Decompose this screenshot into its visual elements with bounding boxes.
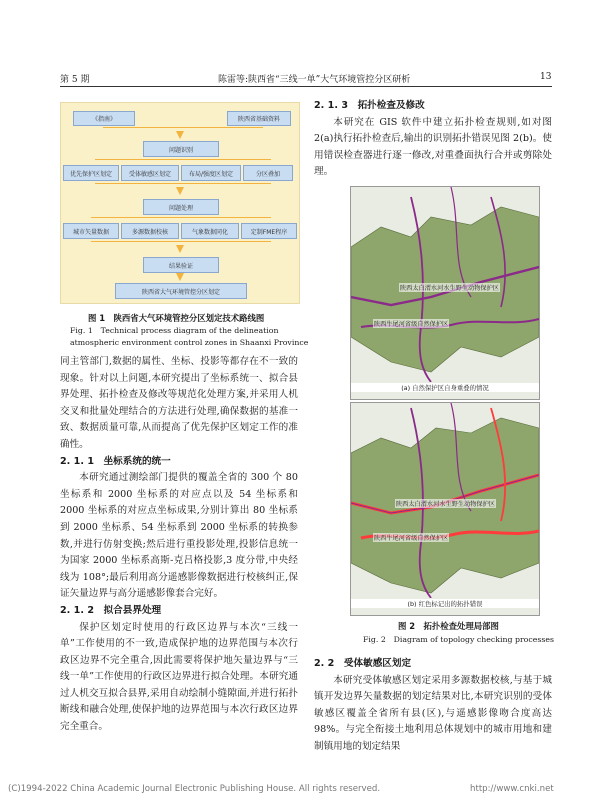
- figure-2b-map: [350, 402, 540, 616]
- flow-box-basic-data: 陕西省基础资料: [227, 111, 291, 126]
- flow-box-guide: 《指南》: [73, 111, 135, 126]
- flow-box-final: 陕西省大气环境管控分区划定: [115, 283, 247, 299]
- running-title: 陈雷等:陕西省“三线一单”大气环境管控分区研析: [218, 75, 411, 85]
- figure-1-flowchart: [60, 102, 300, 304]
- flow-connector: [91, 217, 271, 218]
- section-heading-2-1-3: 2. 1. 3 拓扑检查及修改: [314, 100, 425, 111]
- flow-box-strength-zone: 布局/强度区划定: [181, 165, 241, 181]
- map-b-subcaption: (b) 红色标记出的拓扑错误: [351, 599, 539, 608]
- flow-connector: [91, 241, 271, 242]
- figure-1-caption-en-line1: Fig. 1 Technical process diagram of the delineation: [70, 326, 279, 335]
- section-heading-2-1-1: 2. 1. 1 坐标系统的统一: [60, 455, 171, 467]
- map-a-subcaption: (a) 自然保护区自身重叠的情况: [351, 383, 539, 392]
- right-column-bottom: [314, 656, 552, 756]
- figure-2a-map: [350, 186, 540, 400]
- section-heading-2-1-2: 2. 1. 2 拟合县界处理: [60, 604, 162, 616]
- flow-box-verify: 结果验证: [143, 257, 219, 273]
- flow-connector: [95, 183, 271, 184]
- page-number: 13: [540, 72, 552, 82]
- footer-url: http://www.cnki.net: [470, 784, 554, 794]
- figure-1-caption-en-line2: atmospheric environment control zones in Shaanxi Province: [70, 338, 309, 347]
- flow-arrow: [176, 187, 184, 195]
- figure-2-caption-en: Fig. 2 Diagram of topology checking processes: [363, 635, 554, 644]
- figure-1-caption-cn: 图 1 陕西省大气环境管控分区划定技术路线图: [88, 313, 265, 323]
- header-rule: [60, 86, 552, 87]
- flow-box-priority-zone: 优先保护区划定: [63, 165, 119, 181]
- paragraph-county-boundary: 保护区划定时使用的行政区边界与本次“三线一单”工作使用的不一致,造成保护地的边界范围与本次行政区边界不完全重合,因此需要将保护地矢量边界与“三线一单”工作使用的行政区边界进行拟合处理。本研究通过人机交互拟合县界,采用自动绘制小缝隙面,并进行拓扑断线和融合处理,使保护地的边界范围与本次行政区边界完全重合。: [60, 621, 298, 733]
- flow-box-vector-data: 城市矢量数据: [63, 223, 119, 239]
- map-b-label-taibai: 陕西太白湑水河水生野生动物保护区: [396, 501, 495, 508]
- map-a-label-taibai: 陕西太白湑水河水生野生动物保护区: [400, 285, 499, 292]
- right-column-top: [314, 98, 552, 181]
- footer-copyright: (C)1994-2022 China Academic Journal Electronic Publishing House. All rights reserved.: [8, 784, 381, 794]
- flow-box-multisource: 多源数据校核: [121, 223, 179, 239]
- map-b-label-niuwei: 陕西牛尾河省级自然保护区: [374, 535, 449, 542]
- figure-2-caption-cn: 图 2 拓扑检查处理局部图: [398, 621, 499, 631]
- flow-connector: [95, 159, 271, 160]
- left-column-body: [60, 354, 298, 736]
- flow-connector: [103, 127, 263, 128]
- flow-box-problem-identification: 问题识别: [143, 141, 219, 157]
- flow-arrow: [176, 273, 184, 281]
- flow-box-sensitive-zone: 受体敏感区划定: [121, 165, 179, 181]
- paragraph-data-issues: 同主管部门,数据的属性、坐标、投影等都存在不一致的现象。针对以上问题,本研究提出了坐标系统一、拟合县界处理、拓扑检查及修改等规范化处理方案,并采用人机交叉和批量处理结合的方法进行处理,确保数据的基准一致、数据质量可靠,从而提高了优先保护区划定工作的准确性。: [60, 356, 298, 450]
- flow-arrow: [176, 245, 184, 253]
- paragraph-sensitive-zone: 本研究受体敏感区划定采用多源数据校核,与基于城镇开发边界矢量数据的划定结果对比,本研究识别的受体敏感区覆盖全省所有县(区),与遥感影像吻合度高达 98%。与完全衔接土地利用总体规划中的城市用地和建制镇用地的划定结果: [314, 674, 552, 752]
- paragraph-topology-check: 本研究在 GIS 软件中建立拓扑检查规则,如对图 2(a)执行拓扑检查后,输出的识别拓扑错误见图 2(b)。使用错误检查器进行逐一修改,对重叠面执行合并或剪除处理。: [314, 116, 552, 178]
- flow-box-problem-solving: 问题处理: [143, 199, 219, 215]
- map-a-label-niuwei: 陕西牛尾河省级自然保护区: [374, 321, 449, 328]
- paragraph-coordinate-unification: 本研究通过测绘部门提供的覆盖全省的 300 个 80 坐标系和 2000 坐标系的对应点以及 54 坐标系和 2000 坐标系的对应点坐标成果,分别计算出 80 坐标系到 2000 坐标系、54 坐标系到 2000 坐标系的转换参数,并进行仿射变换;然后进行重投影处理,投影信息统一为国家 2000 坐标系高斯-克吕格投影,3 度分带,中央经线为 108°;最后利用高分遥感影像数据进行校核纠正,保证矢量边界与高分遥感影像套合完好。: [60, 472, 298, 600]
- issue-number: 第 5 期: [60, 75, 90, 85]
- flow-arrow: [176, 131, 184, 139]
- flow-box-fme: 定制FME程序: [241, 223, 297, 239]
- flow-box-weather: 气象数据同化: [181, 223, 239, 239]
- flow-box-overlay: 分区叠加: [243, 165, 293, 181]
- section-heading-2-2: 2. 2 受体敏感区划定: [314, 658, 412, 669]
